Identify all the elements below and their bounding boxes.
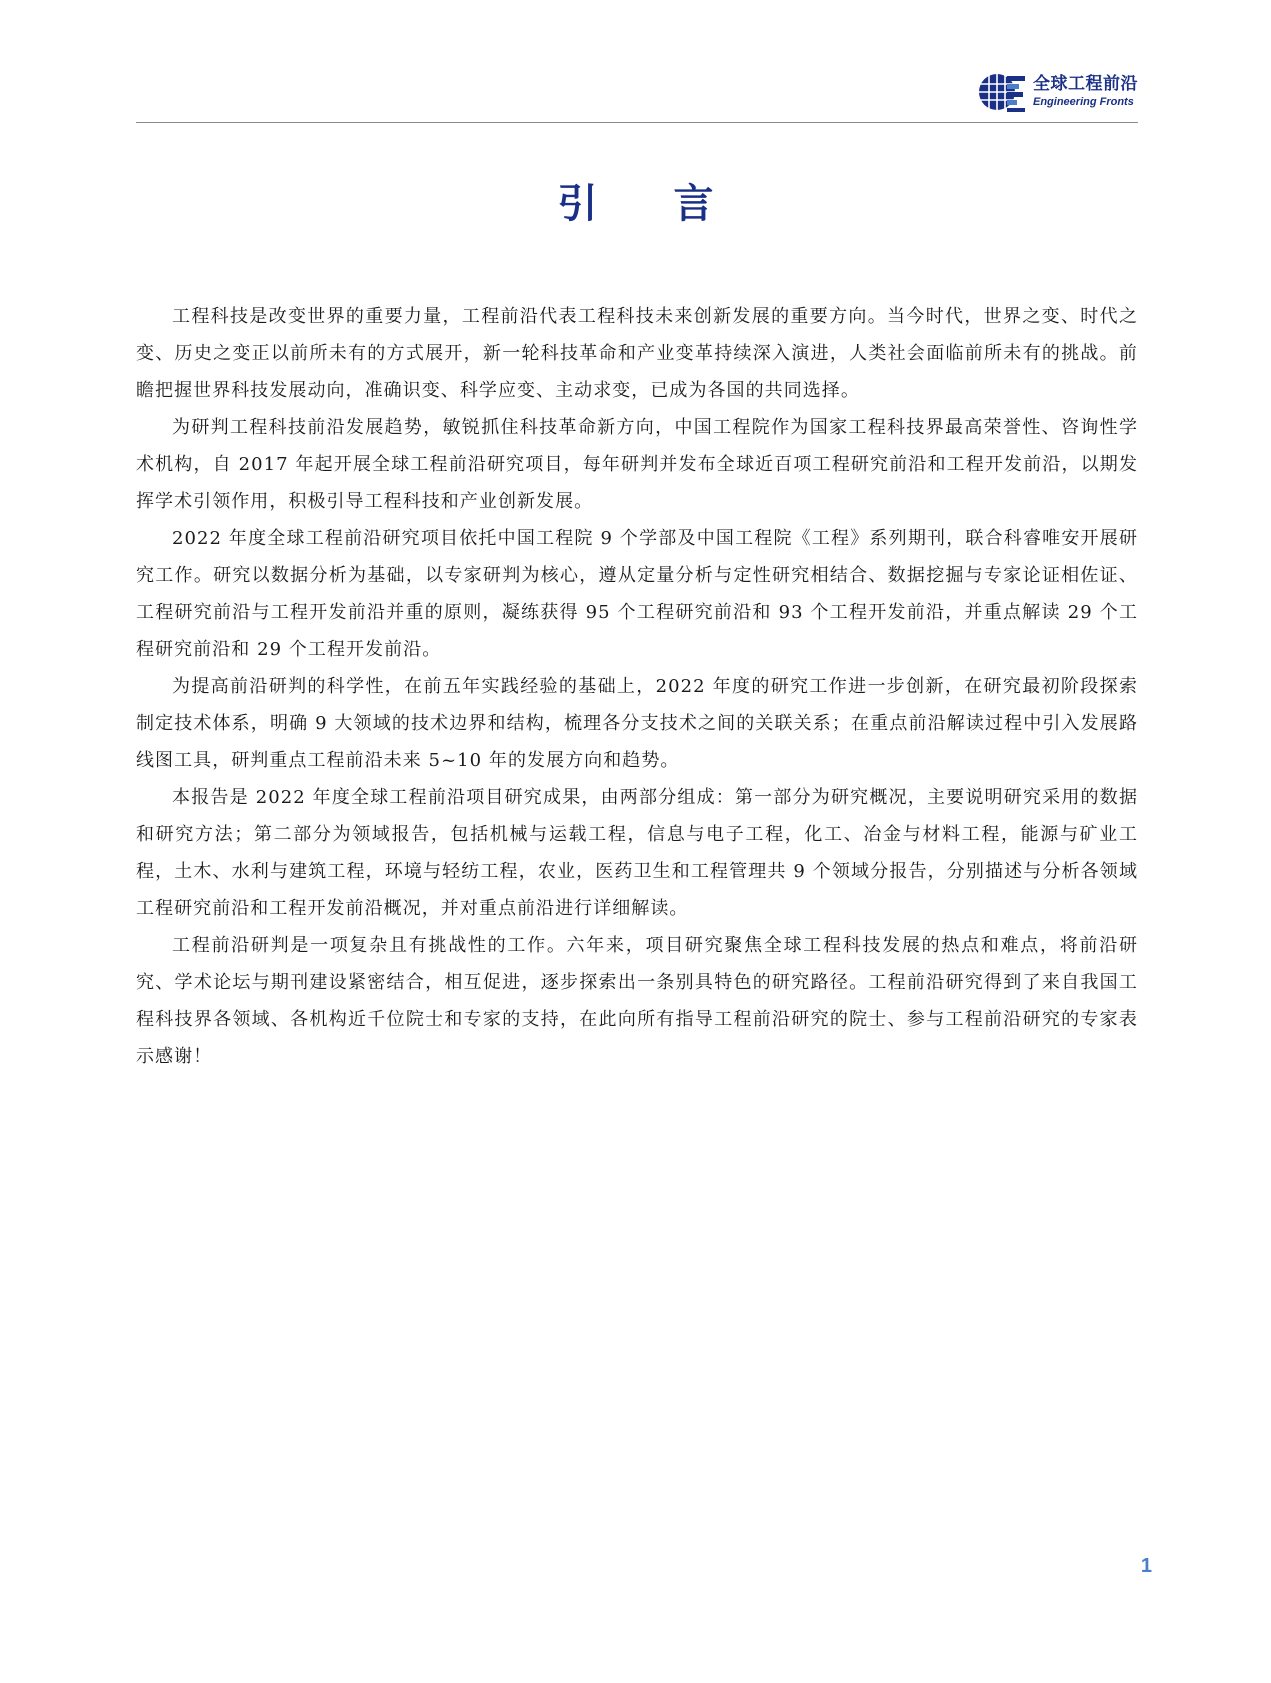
page-title: 引言: [557, 181, 790, 227]
paragraph: 为提高前沿研判的科学性，在前五年实践经验的基础上，2022 年度的研究工作进一步创新，在研究最初阶段探索制定技术体系，明确 9 大领域的技术边界和结构，梳理各分支技术之间的关联关系；在重点前沿解读过程中引入发展路线图工具，研判重点工程前沿未来 5~10 年的发展方向和趋势。: [136, 676, 1138, 771]
logo-english-name: Engineering Fronts: [1033, 96, 1134, 108]
engineering-fronts-logo: [977, 70, 1138, 114]
paragraph: 本报告是 2022 年度全球工程前沿项目研究成果，由两部分组成：第一部分为研究概况，主要说明研究采用的数据和研究方法；第二部分为领域报告，包括机械与运载工程，信息与电子工程，化工、冶金与材料工程，能源与矿业工程，土木、水利与建筑工程，环境与轻纺工程，农业，医药卫生和工程管理共 9 个领域分报告，分别描述与分析各领域工程研究前沿和工程开发前沿概况，并对重点前沿进行详细解读。: [136, 787, 1138, 919]
globe-grid-icon: [977, 70, 1027, 114]
paragraph: 为研判工程科技前沿发展趋势，敏锐抓住科技革命新方向，中国工程院作为国家工程科技界最高荣誉性、咨询性学术机构，自 2017 年起开展全球工程前沿研究项目，每年研判并发布全球近百项工程研究前沿和工程开发前沿，以期发挥学术引领作用，积极引导工程科技和产业创新发展。: [136, 417, 1138, 512]
paragraph: 工程前沿研判是一项复杂且有挑战性的工作。六年来，项目研究聚焦全球工程科技发展的热点和难点，将前沿研究、学术论坛与期刊建设紧密结合，相互促进，逐步探索出一条别具特色的研究路径。工程前沿研究得到了来自我国工程科技界各领域、各机构近千位院士和专家的支持，在此向所有指导工程前沿研究的院士、参与工程前沿研究的专家表示感谢！: [136, 935, 1138, 1067]
logo-chinese-name: 全球工程前沿: [1033, 74, 1138, 94]
paragraph: 工程科技是改变世界的重要力量，工程前沿代表工程科技未来创新发展的重要方向。当今时代，世界之变、时代之变、历史之变正以前所未有的方式展开，新一轮科技革命和产业变革持续深入演进，人类社会面临前所未有的挑战。前瞻把握世界科技发展动向，准确识变、科学应变、主动求变，已成为各国的共同选择。: [136, 306, 1138, 401]
body-text: [136, 298, 1138, 1075]
page-number: 1: [1140, 1555, 1152, 1577]
paragraph: 2022 年度全球工程前沿研究项目依托中国工程院 9 个学部及中国工程院《工程》系列期刊，联合科睿唯安开展研究工作。研究以数据分析为基础，以专家研判为核心，遵从定量分析与定性研究相结合、数据挖掘与专家论证相佐证、工程研究前沿与工程开发前沿并重的原则，凝练获得 95 个工程研究前沿和 93 个工程开发前沿，并重点解读 29 个工程研究前沿和 29 个工程开发前沿。: [136, 528, 1138, 660]
page-header: [136, 60, 1138, 123]
logo-text: [1033, 76, 1138, 108]
